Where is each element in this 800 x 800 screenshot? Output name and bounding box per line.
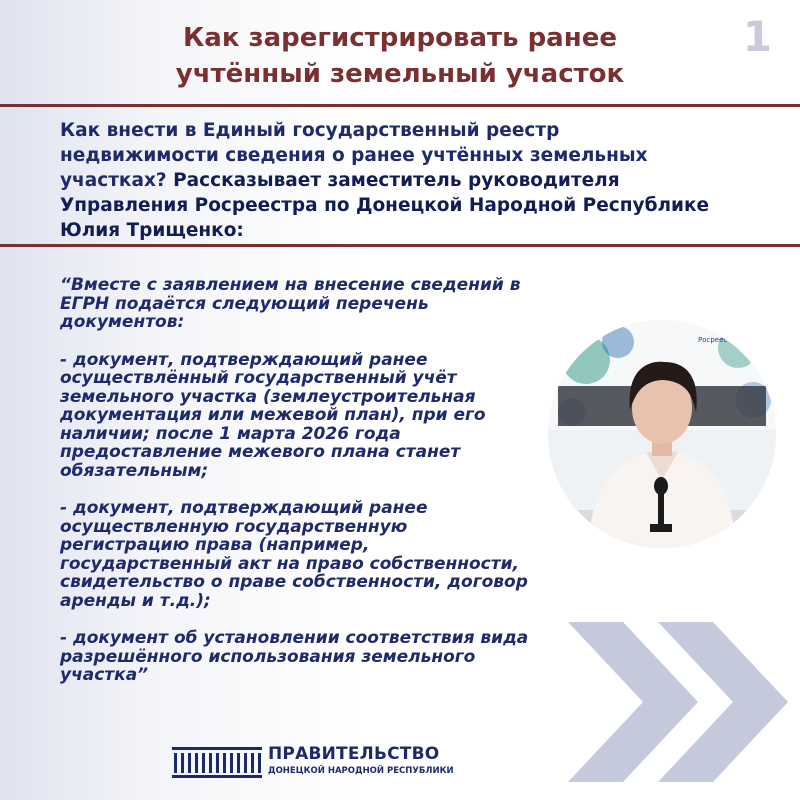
divider-top — [0, 104, 800, 107]
backdrop-label: Росреестр — [698, 336, 736, 344]
logo-subtitle: ДОНЕЦКОЙ НАРОДНОЙ РЕСПУБЛИКИ — [268, 766, 454, 776]
title-line-2: учтённый земельный участок — [175, 59, 625, 89]
intro-text — [60, 118, 710, 243]
divider-bottom — [0, 244, 800, 247]
quote-paragraph: - документ, подтверждающий ранее осуществлённый государственный учёт земельного участка (землеустроительная документация или межевой план), при его наличии; после 1 марта 2026 года предоставление межевого плана станет обязательным; — [60, 349, 486, 481]
logo-title: ПРАВИТЕЛЬСТВО — [268, 744, 440, 764]
intro-question: Как внести в Единый государственный реестр недвижимости сведения о ранее учтённых земельных участках? — [60, 120, 648, 191]
page-title — [60, 20, 740, 92]
quote-paragraph: - документ об установлении соответствия вида разрешённого использования земельного участка” — [60, 628, 529, 685]
quote-block — [60, 276, 530, 704]
quote-paragraph: - документ, подтверждающий ранее осуществленную государственную регистрацию права (например, государственный акт на право собственности, свидетельство о праве собственности, договор аренды и т.д.); — [60, 498, 528, 611]
government-logo — [172, 744, 462, 784]
speaker-photo — [548, 320, 776, 548]
intro-speaker: Рассказывает заместитель руководителя Управления Росреестра по Донецкой Народной Республике Юлия Трищенко: — [60, 170, 710, 241]
parliament-building-icon — [172, 747, 262, 779]
speaker-photo-illustration — [548, 320, 776, 548]
chevron-arrows-icon — [568, 622, 788, 782]
page-number: 1 — [742, 12, 772, 61]
quote-paragraph: “Вместе с заявлением на внесение сведений в ЕГРН подаётся следующий перечень документов: — [60, 275, 521, 332]
title-line-1: Как зарегистрировать ранее — [183, 23, 617, 53]
